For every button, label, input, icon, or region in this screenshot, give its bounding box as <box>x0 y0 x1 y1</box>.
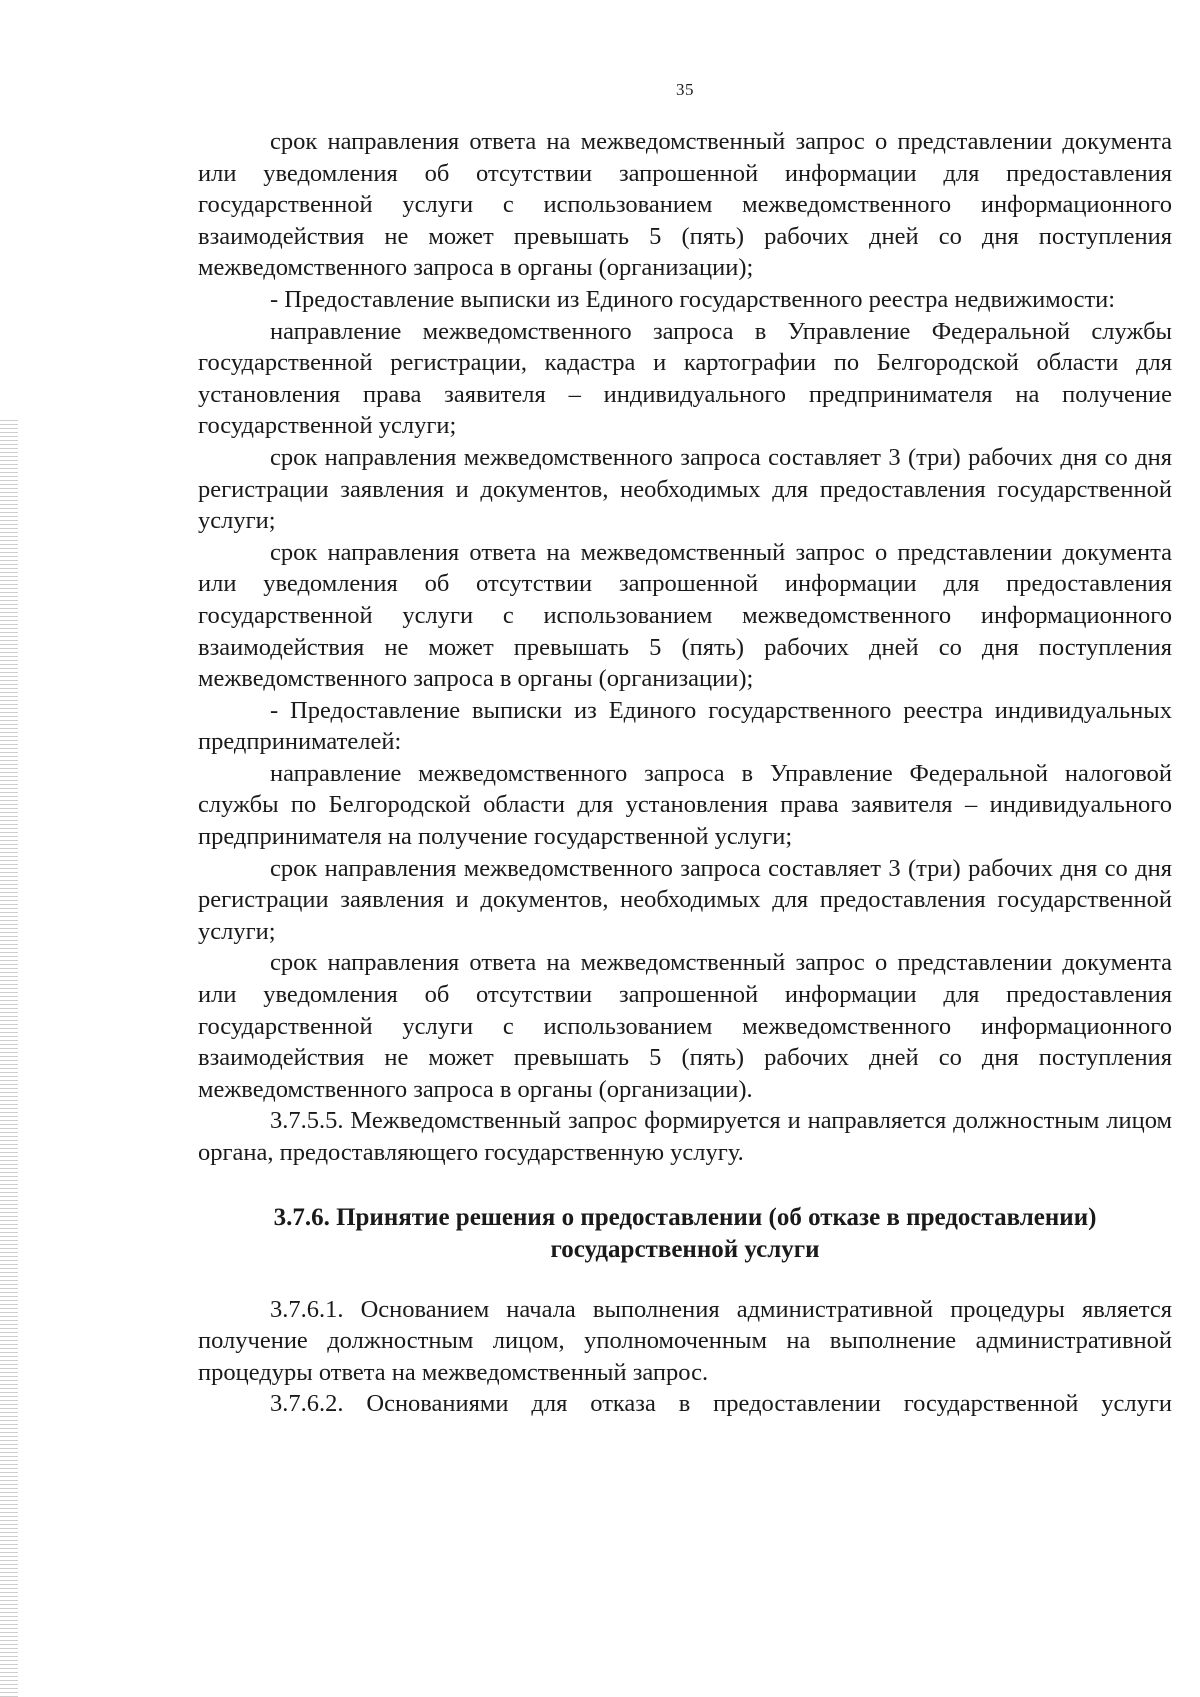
section-heading-line-1: 3.7.6. Принятие решения о предоставлении (об отказе в предоставлении) <box>273 1203 1097 1231</box>
paragraph-3-7-6-2: 3.7.6.2. Основаниями для отказа в предоставлении государственной услуги <box>270 1390 1172 1418</box>
scan-edge-artifact <box>0 420 18 1697</box>
section-heading-line-2: государственной услуги <box>550 1235 820 1263</box>
paragraph-3-7-5-5: 3.7.5.5. Межведомственный запрос формируется и направляется должностным лицом органа, предоставляющего государственную услугу. <box>198 1107 1172 1166</box>
paragraph-response-deadline-2: срок направления ответа на межведомственный запрос о представлении документа или уведомления об отсутствии запрошенной информации для предоставления государственной услуги с использованием межведомственного информационного взаимодействия не может превышать 5 (пять) рабочих дней со дня поступления межведомственного запроса в органы (организации); <box>198 538 1172 693</box>
paragraph-egrn-extract: - Предоставление выписки из Единого государственного реестра недвижимости: <box>270 285 1116 313</box>
paragraph-response-deadline-1: срок направления ответа на межведомственный запрос о представлении документа или уведомления об отсутствии запрошенной информации для предоставления государственной услуги с использованием межведомственного информационного взаимодействия не может превышать 5 (пять) рабочих дней со дня поступления межведомственного запроса в органы (организации); <box>198 128 1172 282</box>
paragraph-tax-service-request: направление межведомственного запроса в Управление Федеральной налоговой службы по Белгородской области для установления права заявителя – индивидуального предпринимателя на получение государственной услуги; <box>198 759 1172 851</box>
paragraph-rosreestr-request: направление межведомственного запроса в Управление Федеральной службы государственной регистрации, кадастра и картографии по Белгородской области для установления права заявителя – индивидуального предпринимателя на получение государственной услуги; <box>198 317 1172 440</box>
paragraph-response-deadline-3: срок направления ответа на межведомственный запрос о представлении документа или уведомления об отсутствии запрошенной информации для предоставления государственной услуги с использованием межведомственного информационного взаимодействия не может превышать 5 (пять) рабочих дней со дня поступления межведомственного запроса в органы (организации). <box>198 949 1172 1103</box>
document-body <box>198 126 1172 1420</box>
page-number: 35 <box>676 80 694 99</box>
paragraph-3-7-6-1: 3.7.6.1. Основанием начала выполнения административной процедуры является получение должностным лицом, уполномоченным на выполнение административной процедуры ответа на межведомственный запрос. <box>198 1295 1172 1386</box>
paragraph-request-deadline-2: срок направления межведомственного запроса составляет 3 (три) рабочих дня со дня регистрации заявления и документов, необходимых для предоставления государственной услуги; <box>198 854 1172 945</box>
paragraph-request-deadline-1: срок направления межведомственного запроса составляет 3 (три) рабочих дня со дня регистрации заявления и документов, необходимых для предоставления государственной услуги; <box>198 443 1172 535</box>
paragraph-egrip-extract: - Предоставление выписки из Единого государственного реестра индивидуальных предпринимателей: <box>198 696 1172 756</box>
section-heading-3-7-6 <box>198 1202 1172 1266</box>
